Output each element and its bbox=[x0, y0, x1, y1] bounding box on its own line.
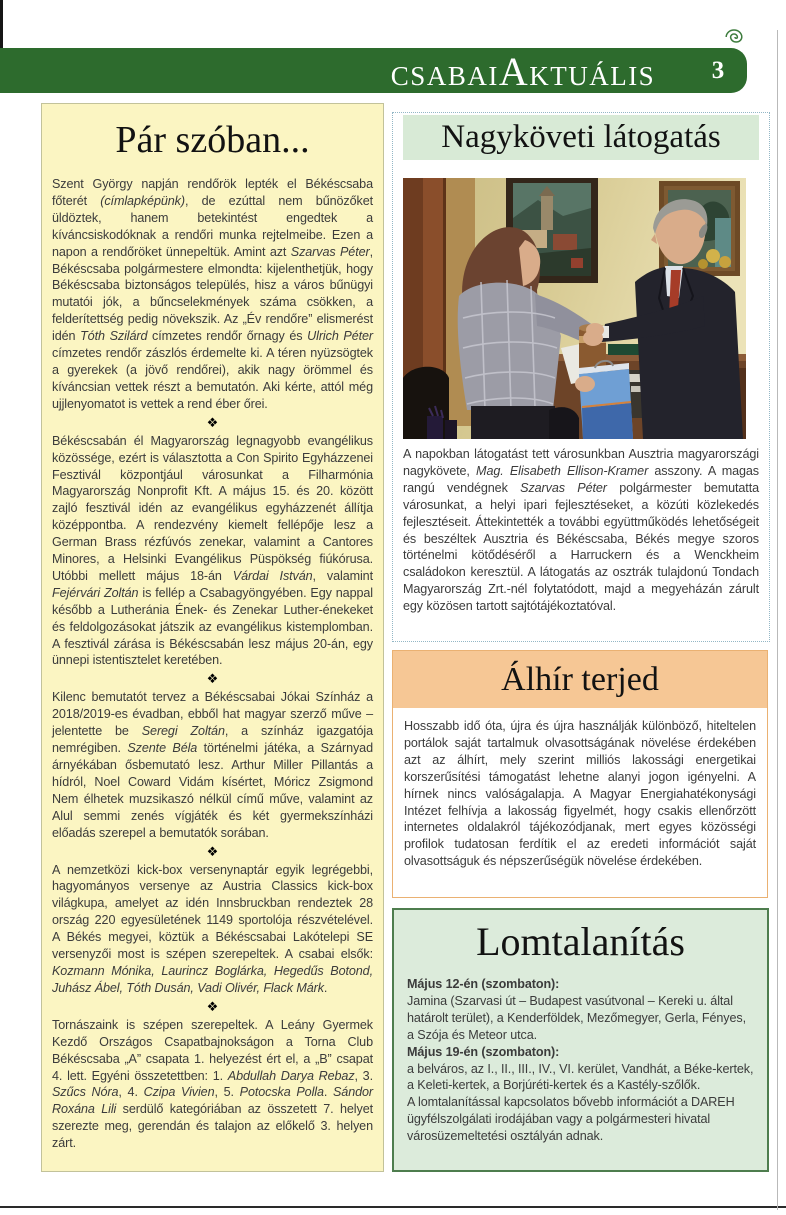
embassy-article-header bbox=[403, 115, 759, 160]
embassy-photo bbox=[403, 178, 746, 439]
section-separator-icon: ❖ bbox=[206, 998, 219, 1014]
embassy-article-title: Nagyköveti látogatás bbox=[441, 119, 721, 155]
fake-news-article bbox=[392, 650, 768, 898]
scan-edge-right bbox=[777, 30, 778, 1210]
left-article bbox=[41, 103, 384, 1172]
scan-edge-bottom bbox=[0, 1206, 786, 1208]
cleanup-date-heading: Május 19-én (szombaton): bbox=[407, 1044, 560, 1059]
embassy-photo-illustration bbox=[403, 178, 746, 439]
left-article-title: Pár szóban... bbox=[115, 119, 310, 161]
left-article-paragraph: Szent György napján rendőrök lepték el Békéscsaba főterét (címlapképünk), de ezúttal nem bűnözőket üldöztek, hanem betekintést engedtek a kíváncsiskodóknak a rendőri munka rejtelmeibe. Ezen a napon a rendőröket ünnepeltük. Amint azt Szarvas Péter, Békéscsaba polgármestere elmondta: kijelenthetjük, hogy Békéscsaba biztonságos település, hisz a város bűnügyi mutatói jók, a bűncselekmények száma csökken, a felderítettség pedig növekszik. Az „Év rendőre” elismerést idén Tóth Szilárd címzetes rendőr őrnagy és Ulrich Péter címzetes rendőr zászlós érdemelte ki. A téren nyüzsögtek a gyerekek (a jövő rendőrei), akik nagy örömmel és kíváncsian vettek részt a bemutatón. Aki kérte, attól még ujjlenyomatot is vettek a rend éber őrei. bbox=[52, 177, 374, 411]
masthead-prefix: CSABAI bbox=[390, 61, 499, 91]
cleanup-area-list: a belváros, az I., II., III., IV., VI. kerület, Vandhát, a Béke-kertek, a Keleti-kertek, a Borjúréti-kertek és a Kastély-szőlők. bbox=[407, 1061, 754, 1093]
cleanup-title: Lomtalanítás bbox=[476, 919, 685, 964]
cleanup-area-list: Jamina (Szarvasi út – Budapest vasútvonal – Kereki u. által határolt terület), a Kenderföldek, Mezőmegyer, Gerla, Fényes, a Szója és Meteor utca. bbox=[407, 993, 746, 1042]
section-separator-icon: ❖ bbox=[206, 671, 219, 687]
section-separator-icon: ❖ bbox=[206, 414, 219, 430]
left-article-paragraph: A nemzetközi kick-box versenynaptár egyik legrégebbi, hagyományos versenye az Austria Classics kick-box világkupa, amelyet az idén Innsbruckban rendeztek 28 ország 220 egyesületének 1149 sportolója részvételével. A Békés megyei, köztük a Békéscsabai Lakótelepi SE versenyzői most is szépen szerepeltek. A csabai elsők: Kozmann Mónika, Laurincz Boglárka, Hegedűs Botond, Juhász Ábel, Tóth Dusán, Vadi Olivér, Flack Márk. bbox=[52, 862, 373, 995]
cleanup-date-heading: Május 12-én (szombaton): bbox=[407, 977, 560, 991]
left-article-paragraph: Tornászaink is szépen szerepeltek. A Leány Gyermek Kezdő Országos Csapatbajnokságon a Torna Club Békéscsaba „A” csapata 1. helyezést ért el, a „B” csapat 4. lett. Egyéni összetettben: 1. Abdullah Darya Rebaz, 3. Szűcs Nóra, 4. Czipa Vivien, 5. Potocska Polla. Sándor Roxána Lili serdülő kategóriában az összetett 7. helyet szerezte meg, gerendán és talajon az előkelő 3. helyen zárt. bbox=[52, 1017, 374, 1151]
masthead bbox=[391, 49, 655, 99]
embassy-photo-caption: A napokban látogatást tett városunkban Ausztria magyarországi nagykövete, Mag. Elisabeth Ellison-Kramer asszony. A magas rangú vendégnek Szarvas Péter polgármester bemutatta városunkat, a helyi ipari fejlesztéseket, a közúti közlekedés fejlesztéseit. Áttekintették a további együttműködés lehetőségeit és beszéltek Ausztria és Békéscsaba, Békés megye szoros történelmi kötődéséről a Harruckern és a Wenckheim családokon keresztül. A látogatás az osztrák tulajdonú Tondach Magyarország Zrt.-nél folytatódott, majd a megyeházán zárult egy közösen tartott sajtótájékoztatóval. bbox=[403, 447, 760, 614]
left-article-paragraph: Kilenc bemutatót tervez a Békéscsabai Jókai Színház a 2018/2019-es évadban, ebből hat magyar szerző műve – jelentette be Seregi Zoltán, a színház igazgatója nemrégiben. Szente Béla történelmi játéka, a Szárnyad árnyékában ősbemutató lesz. Arthur Miller Pillantás a hídról, Noel Coward Vidám kísértet, Móricz Zsigmond Nem élhetek muzsikaszó nélkül című műve, valamint az Alul semmi zenés vígjáték és két gyermekszínházi előadás szerepel a bemutatók sorában. bbox=[52, 690, 373, 840]
embassy-article bbox=[392, 112, 770, 642]
section-separator-icon: ❖ bbox=[206, 843, 219, 859]
masthead-initial: A bbox=[498, 49, 530, 94]
left-article-paragraph: Békéscsabán él Magyarország legnagyobb evangélikus közössége, ezért is választotta a Con Spirito Egyházzenei Fesztivál központjául városunkat a Filharmónia Magyarország Nonprofit Kft. A május 15. és 20. között zajló fesztivál idén az evangélikus egyházzenét állítja középpontba. A rendezvény kiemelt fellépője lesz a German Brass rézfúvós zenekar, valamint a Cantores Minores, a Helsinki Evangélikus Püspökség fiúkórusa. Utóbbi mellett május 18-án Várdai István, valamint Fejérvári Zoltán is fellép a Csabagyöngyében. Egy nappal később a Lutheránia Ének- és Zenekar Luther-énekeket és feldolgozásokat játszik az evangélikus kistemplomban. A fesztivál zárása is Békéscsabán lesz május 20-án, egy ünnepi istentisztelet keretében. bbox=[52, 433, 373, 668]
fake-news-header bbox=[393, 651, 767, 708]
page-number: 3 bbox=[711, 57, 725, 84]
scan-edge-left bbox=[0, 0, 3, 49]
masthead-suffix: KTUÁLIS bbox=[529, 61, 656, 91]
cleanup-info-note: A lomtalanítással kapcsolatos bővebb információt a DAREH ügyfélszolgálati irodájában vagy a polgármesteri hivatal városüzemeltetési osztályán adnak. bbox=[407, 1095, 735, 1144]
cleanup-article bbox=[392, 908, 769, 1172]
fake-news-body: Hosszabb idő óta, újra és újra használják különböző, hiteltelen portálok saját tartalmuk olvasottságának növelése érdekében azt az álhírt, mely szerint milliós lakossági energetikai korszerűsítési támogatást lehetne alanyi jogon igényelni. A hírnek nincs valóságalapja. A Magyar Energiahatékonysági Intézet felhívja a lakosság figyelmét, hogy csakis ellenőrzött internetes oldalakról tájékozódjanak, mert egyes közösségi profilok tudatosan ferdítik el az eredeti információt saját olvasottságuk és népszerűségük növelése érdekében. bbox=[404, 719, 756, 869]
fake-news-title: Álhír terjed bbox=[501, 661, 659, 698]
